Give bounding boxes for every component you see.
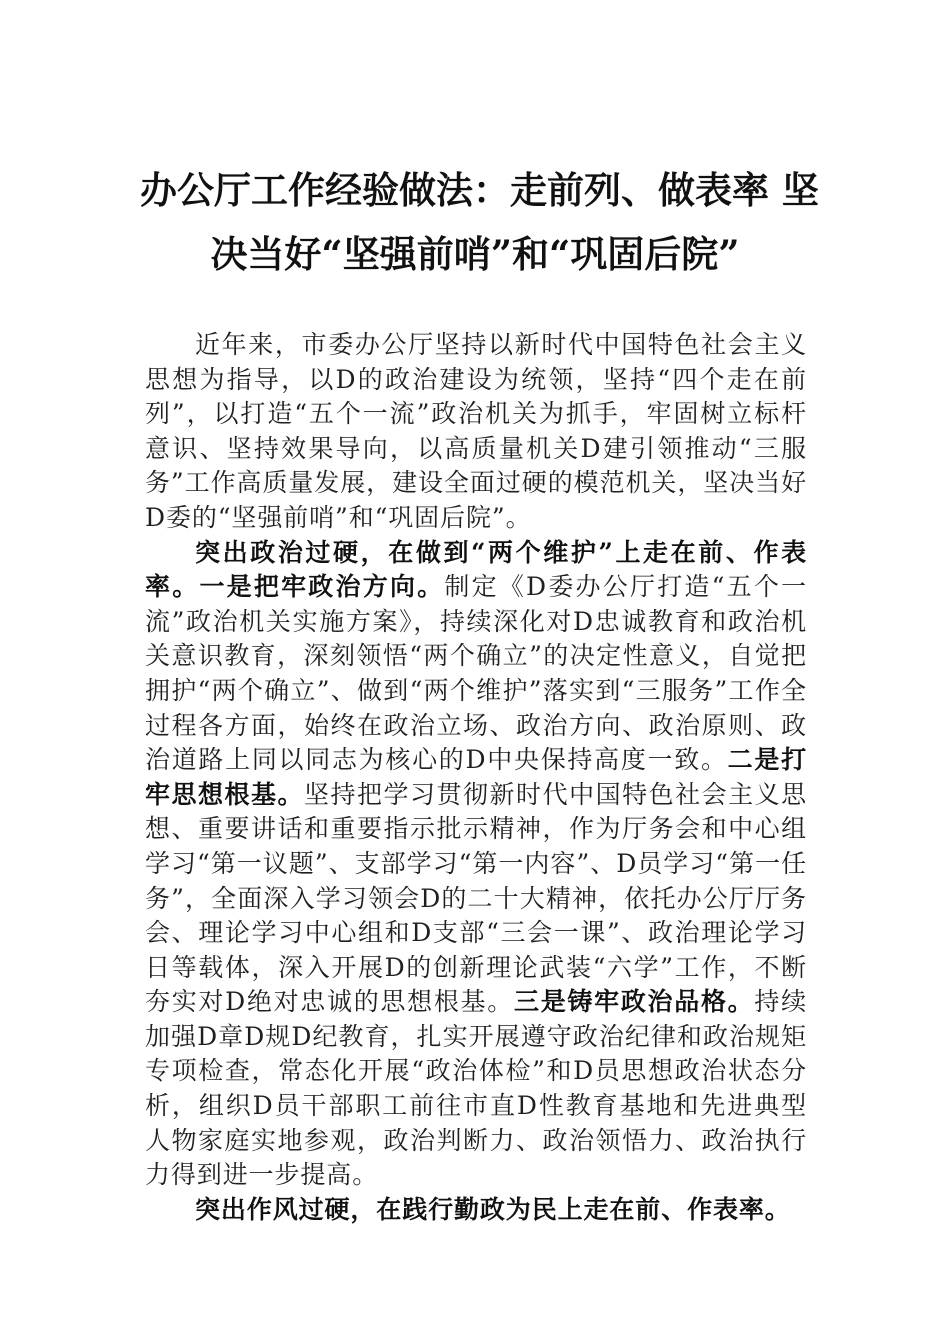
point-text-1: 制定《D委办公厅打造“五个一流”政治机关实施方案》，持续深化对D忠诚教育和政治机关意识教育，深刻领悟“两个确立”的决定性意义，自觉把拥护“两个确立”、做到“两个维护”落实到“三服务”工作全过程各方面，始终在政治立场、政治方向、政治原则、政治道路上同以同志为核心的D中央保持高度一致。 bbox=[145, 572, 807, 775]
section-heading-political: 突出政治过硬，在做到“两个维护”上走在前、作表率。 bbox=[145, 537, 807, 602]
point-text-2: 坚持把学习贯彻新时代中国特色社会主义思想、重要讲话和重要指示批示精神，作为厅务会和中心组学习“第一议题”、支部学习“第一内容”、D员学习“第一任务”，全面深入学习领会D的二十大精神，依托办公厅厅务会、理论学习中心组和D支部“三会一课”、政治理论学习日等载体，深入开展D的创新理论武装“六学”工作，不断夯实对D绝对忠诚的思想根基。 bbox=[145, 779, 807, 1017]
point-heading-1: 一是把牢政治方向。 bbox=[199, 572, 445, 602]
section-heading-style: 突出作风过硬，在践行勤政为民上走在前、作表率。 bbox=[195, 1194, 791, 1224]
paragraph-intro bbox=[145, 328, 807, 536]
point-heading-2: 二是打牢思想根基。 bbox=[145, 745, 807, 809]
paragraph-style bbox=[145, 1193, 807, 1228]
document-body bbox=[145, 328, 807, 1227]
point-text-3: 持续加强D章D规D纪教育，扎实开展遵守政治纪律和政治规矩专项检查，常态化开展“政治体检”和D员思想政治状态分析，组织D员干部职工前往市直D性教育基地和先进典型人物家庭实地参观，政治判断力、政治领悟力、政治执行力得到进一步提高。 bbox=[145, 987, 807, 1190]
point-heading-3: 三是铸牢政治品格。 bbox=[513, 987, 755, 1017]
document-title bbox=[140, 158, 819, 286]
title-line-2: 决当好“坚强前哨”和“巩固后院” bbox=[210, 232, 740, 276]
paragraph-political bbox=[145, 536, 807, 1193]
paragraph-intro-text: 近年来，市委办公厅坚持以新时代中国特色社会主义思想为指导，以D的政治建设为统领，坚持“四个走在前列”，以打造“五个一流”政治机关为抓手，牢固树立标杆意识、坚持效果导向，以高质量机关D建引领推动“三服务”工作高质量发展，建设全面过硬的模范机关，坚决当好D委的“坚强前哨”和“巩固后院”。 bbox=[145, 330, 807, 532]
title-line-1: 办公厅工作经验做法：走前列、做表率 坚 bbox=[140, 168, 819, 212]
